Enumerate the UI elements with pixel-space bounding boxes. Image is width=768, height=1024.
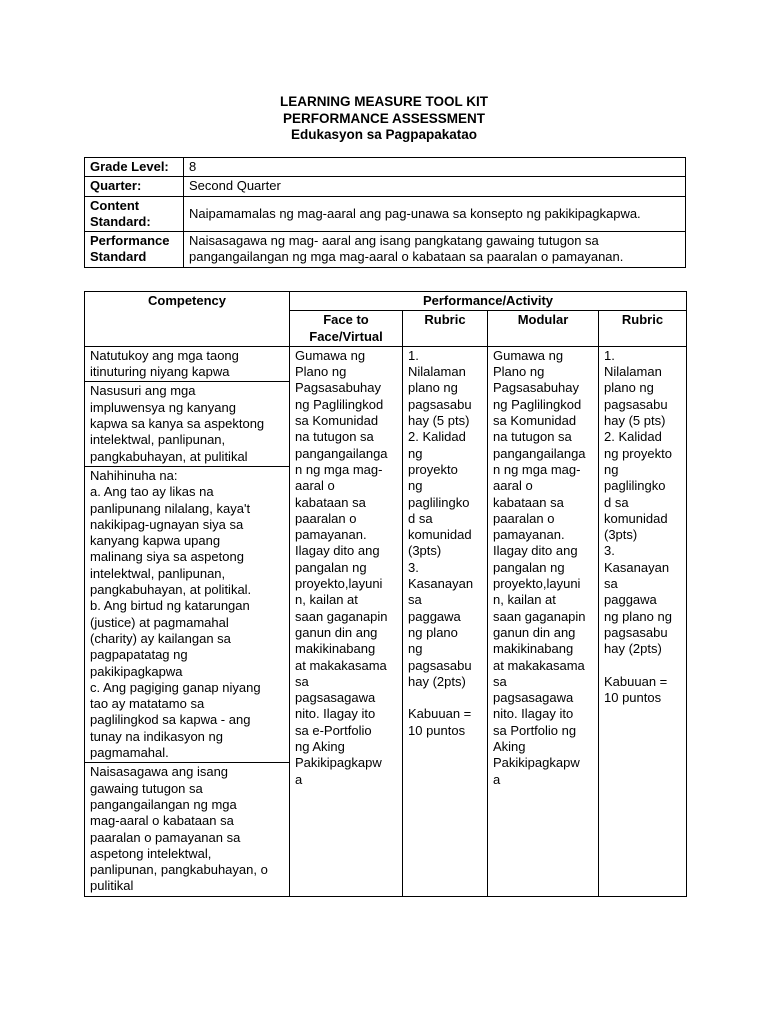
performance-activity-header: Performance/Activity [290, 292, 687, 311]
competency-cell-4: Naisasagawa ang isang gawaing tutugon sa pangangailangan ng mga mag-aaral o kabataan sa paaralan o pamayanan sa aspetong intelektwal, panlipunan, pangkabuhayan, o pulitikal [85, 763, 290, 896]
content-standard-value: Naipamamalas ng mag-aaral ang pag-unawa sa konsepto ng pakikipagkapwa. [184, 196, 686, 232]
competency-cell-3: Nahihinuha na: a. Ang tao ay likas na panlipunang nilalang, kaya't nakikipag-ugnayan siya sa kanyang kapwa upang malinang siya sa aspetong intelektwal, panlipunan, pangkabuhayan, at politikal. b. Ang birtud ng katarungan (justice) at pagmamahal (charity) ay kailangan sa pagpapatatag ng pakikipagkapwa c. Ang pagiging ganap niyang tao ay matatamo sa paglilingkod sa kapwa - ang tunay na indikasyon ng pagmamahal. [85, 466, 290, 762]
grade-level-row [85, 158, 686, 177]
modular-header: Modular [488, 311, 599, 347]
rubric-header-2: Rubric [599, 311, 687, 347]
grade-level-value: 8 [184, 158, 686, 177]
performance-standard-label: Performance Standard [85, 232, 184, 268]
quarter-label: Quarter: [85, 177, 184, 196]
content-standard-row [85, 196, 686, 232]
performance-standard-value: Naisasagawa ng mag- aaral ang isang pangkatang gawaing tutugon sa pangangailangan ng mga mag-aaral o kabataan sa paaralan o pamayanan. [184, 232, 686, 268]
rubric-cell-2: 1. Nilalaman plano ng pagsasabu hay (5 pts) 2. Kalidad ng proyekto ng paglilingko d sa komunidad (3pts) 3. Kasanayan sa paggawa ng plano ng pagsasabu hay (2pts) Kabuuan = 10 puntos [599, 346, 687, 896]
quarter-value: Second Quarter [184, 177, 686, 196]
modular-activity: Gumawa ng Plano ng Pagsasabuhay ng Paglilingkod sa Komunidad na tutugon sa pangangailanga n ng mga mag- aaral o kabataan sa paaralan o pamayanan. Ilagay dito ang pangalan ng proyekto,layuni n, kailan at saan gaganapin ganun din ang makikinabang at makakasama sa pagsasagawa nito. Ilagay ito sa Portfolio ng Aking Pakikipagkapw a [488, 346, 599, 896]
competency-header: Competency [85, 292, 290, 347]
rubric-cell-1: 1. Nilalaman plano ng pagsasabu hay (5 pts) 2. Kalidad ng proyekto ng paglilingko d sa komunidad (3pts) 3. Kasanayan sa paggawa ng plano ng pagsasabu hay (2pts) Kabuuan = 10 puntos [403, 346, 488, 896]
info-table [84, 157, 686, 268]
grade-level-label: Grade Level: [85, 158, 184, 177]
competency-cell-1: Natutukoy ang mga taong itinuturing niyang kapwa [85, 346, 290, 382]
face-to-face-header: Face to Face/Virtual [290, 311, 403, 347]
competency-table [84, 291, 687, 897]
competency-row-1 [85, 346, 687, 382]
title-line-3: Edukasyon sa Pagpapakatao [290, 127, 478, 142]
rubric-header-1: Rubric [403, 311, 488, 347]
performance-standard-row [85, 232, 686, 268]
header-row [85, 292, 687, 311]
title-line-1: LEARNING MEASURE TOOL KIT [279, 94, 488, 109]
content-standard-label: Content Standard: [85, 196, 184, 232]
title-line-2: PERFORMANCE ASSESSMENT [282, 110, 486, 126]
document-title [0, 94, 768, 144]
competency-cell-2: Nasusuri ang mga impluwensya ng kanyang kapwa sa kanya sa aspektong intelektwal, panlipunan, pangkabuhayan, at pulitikal [85, 382, 290, 466]
face-to-face-activity: Gumawa ng Plano ng Pagsasabuhay ng Paglilingkod sa Komunidad na tutugon sa pangangailanga n ng mga mag- aaral o kabataan sa paaralan o pamayanan. Ilagay dito ang pangalan ng proyekto,layuni n, kailan at saan gaganapin ganun din ang makikinabang at makakasama sa pagsasagawa nito. Ilagay ito sa e-Portfolio ng Aking Pakikipagkapw a [290, 346, 403, 896]
quarter-row [85, 177, 686, 196]
